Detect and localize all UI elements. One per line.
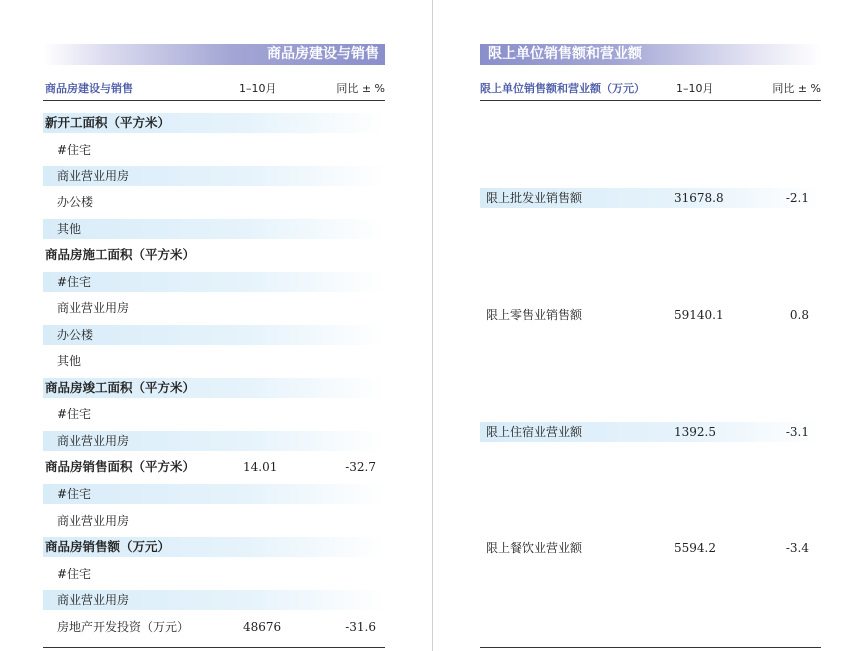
row-label: 商业营业用房 [57, 514, 130, 528]
row-label: 商品房竣工面积（平方米） [45, 380, 196, 395]
row-label: #住宅 [57, 487, 92, 501]
row-label: #住宅 [57, 407, 92, 421]
right-header-yoy: 同比 ± % [772, 82, 821, 95]
table-row [43, 564, 385, 584]
row-value-yoy: -3.4 [785, 541, 809, 555]
row-label: 商品房施工面积（平方米） [45, 247, 196, 262]
row-value-period: 14.01 [243, 460, 278, 474]
table-row [43, 431, 385, 451]
row-value-yoy: -3.1 [785, 425, 809, 439]
table-row [43, 298, 385, 318]
table-row [43, 219, 385, 239]
table-row [43, 378, 385, 398]
row-value-period: 48676 [243, 620, 282, 634]
right-section-title: 限上单位销售额和营业额 [480, 44, 821, 65]
row-label: #住宅 [57, 567, 92, 581]
row-label: 限上批发业销售额 [486, 191, 583, 205]
right-bottom-rule [480, 647, 821, 648]
table-row [43, 272, 385, 292]
row-label: 房地产开发投资（万元） [57, 620, 190, 634]
table-row [480, 188, 821, 208]
row-value-period: 1392.5 [674, 425, 716, 439]
table-row [43, 351, 385, 371]
table-row [43, 325, 385, 345]
row-label: 商业营业用房 [57, 434, 130, 448]
left-header-period: 1–10月 [239, 82, 277, 95]
row-value-yoy: -31.6 [345, 620, 376, 634]
row-value-period: 31678.8 [674, 191, 724, 205]
row-value-yoy: -32.7 [345, 460, 376, 474]
table-row [43, 166, 385, 186]
row-label: 其他 [57, 354, 82, 368]
row-label: 商品房销售额（万元） [45, 539, 171, 554]
table-row [43, 245, 385, 265]
right-table-header [480, 80, 821, 101]
row-value-yoy: -2.1 [785, 191, 809, 205]
row-label: 商业营业用房 [57, 301, 130, 315]
table-row [480, 538, 821, 558]
table-row [43, 484, 385, 504]
row-label: 办公楼 [57, 328, 94, 342]
page-divider [432, 0, 433, 651]
table-row [43, 617, 385, 637]
row-value-yoy: 0.8 [789, 308, 809, 322]
table-row [480, 305, 821, 325]
row-value-period: 59140.1 [674, 308, 724, 322]
left-table-header [43, 80, 385, 101]
row-label: 其他 [57, 222, 82, 236]
row-label: #住宅 [57, 143, 92, 157]
table-row [480, 422, 821, 442]
row-value-period: 5594.2 [674, 541, 716, 555]
row-label: 限上住宿业营业额 [486, 425, 583, 439]
table-row [43, 404, 385, 424]
row-label: 商业营业用房 [57, 593, 130, 607]
table-row [43, 457, 385, 477]
table-row [43, 192, 385, 212]
left-section-title: 商品房建设与销售 [43, 44, 385, 65]
table-row [43, 590, 385, 610]
right-header-period: 1–10月 [676, 82, 714, 95]
row-label: 商品房销售面积（平方米） [45, 459, 196, 474]
table-row [43, 511, 385, 531]
left-header-label: 商品房建设与销售 [45, 82, 133, 95]
row-label: 办公楼 [57, 195, 94, 209]
table-row [43, 113, 385, 133]
right-header-label: 限上单位销售额和营业额（万元） [480, 82, 645, 95]
left-header-yoy: 同比 ± % [336, 82, 385, 95]
left-bottom-rule [43, 647, 385, 648]
row-label: 限上餐饮业营业额 [486, 541, 583, 555]
table-row [43, 537, 385, 557]
row-label: 商业营业用房 [57, 169, 130, 183]
row-label: 新开工面积（平方米） [45, 115, 171, 130]
table-row [43, 140, 385, 160]
row-label: #住宅 [57, 275, 92, 289]
row-label: 限上零售业销售额 [486, 308, 583, 322]
